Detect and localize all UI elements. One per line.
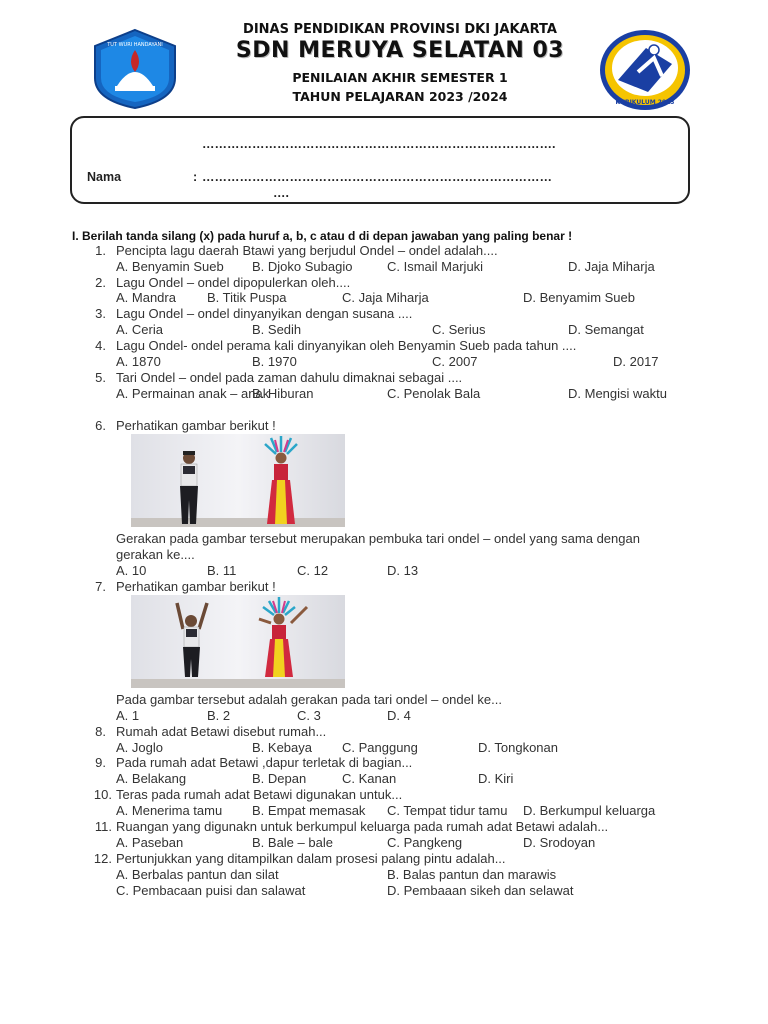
option-a[interactable]: A. Paseban: [116, 835, 184, 850]
question-number: 10.: [93, 787, 112, 802]
school-name: SDN MERUYA SELATAN 03: [235, 38, 565, 63]
option-a[interactable]: A. Benyamin Sueb: [116, 259, 224, 274]
student-identity-box: [70, 116, 690, 204]
question-number: 1.: [95, 243, 106, 258]
question-number: 8.: [95, 724, 106, 739]
question-continuation: gerakan ke....: [116, 547, 195, 562]
svg-text:KURIKULUM 2013: KURIKULUM 2013: [615, 99, 675, 106]
option-d[interactable]: D. 2017: [613, 354, 659, 369]
option-d[interactable]: D. Jaja Miharja: [568, 259, 655, 274]
name-label: Nama: [87, 170, 122, 184]
option-a[interactable]: A. Mandra: [116, 290, 176, 305]
question-text: Lagu Ondel – ondel dinyanyikan dengan susana ....: [116, 306, 413, 321]
tut-wuri-handayani-logo: [89, 28, 181, 110]
question-number: 4.: [95, 338, 106, 353]
option-b[interactable]: B. Kebaya: [252, 740, 312, 755]
option-a[interactable]: A. Belakang: [116, 771, 187, 786]
ondel-dance-photo-2: [131, 595, 345, 688]
option-d[interactable]: D. Semangat: [568, 322, 644, 337]
question-continuation: Gerakan pada gambar tersebut merupakan pembuka tari ondel – ondel yang sama dengan: [116, 531, 640, 546]
agency-title: DINAS PENDIDIKAN PROVINSI DKI JAKARTA: [243, 22, 557, 37]
question-text: Pada rumah adat Betawi ,dapur terletak di bagian...: [116, 755, 413, 770]
option-a[interactable]: A. 10: [116, 563, 147, 578]
question-text: Pencipta lagu daerah Btawi yang berjudul Ondel – ondel adalah....: [116, 243, 498, 258]
option-a[interactable]: A. Joglo: [116, 740, 163, 755]
question-text: Perhatikan gambar berikut !: [116, 418, 276, 433]
question-text: Perhatikan gambar berikut !: [116, 579, 276, 594]
option-c[interactable]: C. Jaja Miharja: [342, 290, 429, 305]
option-d[interactable]: D. Kiri: [478, 771, 514, 786]
question-number: 7.: [95, 579, 106, 594]
question-number: 11.: [94, 819, 112, 834]
ondel-dance-photo-1: [131, 434, 345, 527]
question-number: 9.: [95, 755, 106, 770]
option-a[interactable]: A. Permainan anak – anak: [116, 386, 270, 401]
name-blank-line[interactable]: …………………………………………………………………………: [202, 170, 552, 184]
option-b[interactable]: B. Balas pantun dan marawis: [387, 867, 557, 882]
option-d[interactable]: D. 4: [387, 708, 411, 723]
question-text: Lagu Ondel- ondel perama kali dinyanyikan oleh Benyamin Sueb pada tahun ....: [116, 338, 577, 353]
question-number: 12.: [93, 851, 112, 866]
question-number: 5.: [95, 370, 106, 385]
option-c[interactable]: C. Panggung: [342, 740, 418, 755]
option-b[interactable]: B. Titik Puspa: [207, 290, 287, 305]
option-c[interactable]: C. Tempat tidur tamu: [387, 803, 508, 818]
option-d[interactable]: D. Benyamim Sueb: [523, 290, 635, 305]
question-text: Tari Ondel – ondel pada zaman dahulu dimaknai sebagai ....: [116, 370, 463, 385]
option-c[interactable]: C. 2007: [432, 354, 478, 369]
option-b[interactable]: B. 11: [207, 563, 237, 578]
option-c[interactable]: C. Ismail Marjuki: [387, 259, 484, 274]
option-a[interactable]: A. Ceria: [116, 322, 163, 337]
question-text: Pertunjukkan yang ditampilkan dalam prosesi palang pintu adalah...: [116, 851, 506, 866]
question-text: Rumah adat Betawi disebut rumah...: [116, 724, 327, 739]
option-d[interactable]: D. 13: [387, 563, 419, 578]
option-c[interactable]: C. Pembacaan puisi dan salawat: [116, 883, 306, 898]
option-b[interactable]: B. Empat memasak: [252, 803, 366, 818]
option-a[interactable]: A. Menerima tamu: [116, 803, 223, 818]
option-b[interactable]: B. 1970: [252, 354, 297, 369]
option-b[interactable]: B. Hiburan: [252, 386, 314, 401]
question-continuation: Pada gambar tersebut adalah gerakan pada tari ondel – ondel ke...: [116, 692, 502, 707]
question-number: 6.: [95, 418, 106, 433]
section-instruction: I. Berilah tanda silang (x) pada huruf a, b, c atau d di depan jawaban yang paling benar !: [72, 229, 573, 243]
option-b[interactable]: B. Bale – bale: [252, 835, 333, 850]
option-c[interactable]: C. Kanan: [342, 771, 397, 786]
option-d[interactable]: D. Mengisi waktu: [568, 386, 667, 401]
option-b[interactable]: B. 2: [207, 708, 231, 723]
blank-line[interactable]: ………………………………………………………………………….: [202, 137, 556, 151]
question-text: Ruangan yang digunakn untuk berkumpul keluarga pada rumah adat Betawi adalah...: [116, 819, 609, 834]
option-b[interactable]: B. Depan: [252, 771, 307, 786]
option-c[interactable]: C. 3: [297, 708, 321, 723]
assessment-title: PENILAIAN AKHIR SEMESTER 1: [292, 70, 508, 85]
option-a[interactable]: A. Berbalas pantun dan silat: [116, 867, 279, 882]
option-c[interactable]: C. Pangkeng: [387, 835, 463, 850]
question-number: 2.: [95, 275, 106, 290]
option-d[interactable]: D. Pembaaan sikeh dan selawat: [387, 883, 574, 898]
name-colon: :: [193, 170, 198, 184]
kurikulum-2013-logo: [598, 28, 692, 112]
name-blank-line-continued: ….: [273, 186, 289, 200]
option-d[interactable]: D. Srodoyan: [523, 835, 596, 850]
option-a[interactable]: A. 1870: [116, 354, 161, 369]
question-text: Teras pada rumah adat Betawi digunakan untuk...: [116, 787, 403, 802]
option-d[interactable]: D. Berkumpul keluarga: [523, 803, 656, 818]
option-b[interactable]: B. Sedih: [252, 322, 302, 337]
question-text: Lagu Ondel – ondel dipopulerkan oleh....: [116, 275, 351, 290]
option-b[interactable]: B. Djoko Subagio: [252, 259, 353, 274]
question-number: 3.: [95, 306, 106, 321]
academic-year: TAHUN PELAJARAN 2023 /2024: [292, 89, 508, 104]
option-d[interactable]: D. Tongkonan: [478, 740, 558, 755]
option-c[interactable]: C. 12: [297, 563, 329, 578]
option-a[interactable]: A. 1: [116, 708, 140, 723]
option-c[interactable]: C. Penolak Bala: [387, 386, 481, 401]
svg-text:TUT WURI HANDAYANI: TUT WURI HANDAYANI: [107, 42, 163, 48]
option-c[interactable]: C. Serius: [432, 322, 486, 337]
